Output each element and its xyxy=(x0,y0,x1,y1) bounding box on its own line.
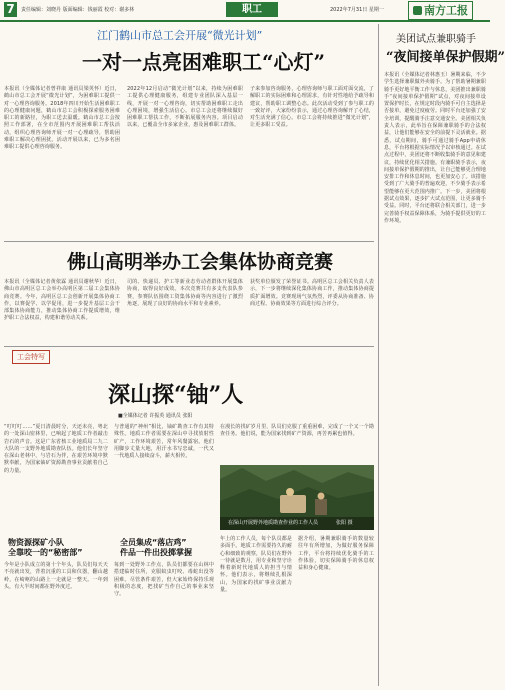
article3-headline: 深山探“铀”人 xyxy=(108,382,244,408)
article3-column-5: 据介绍，暑期兼职骑手的数量较往年有所增加，为做好服务保障工作，平台将持续优化骑手的工作体验，切实保障骑手的休息权益和身心健康。 xyxy=(298,536,374,572)
page-header xyxy=(0,0,490,20)
article1-column-1: 本报讯（全媒体记者曾祥康 通讯员梁英怀）近日，鹤山市总工会开展“微光计划”，为困难职工提供一对一心理咨询服务。2018年四川开始生活困难职工的心理健康问题，鹤山市总工会积极探索服务困难职工的新路径，为职工送去温暖。鹤山市总工会按照工作部署，在全市范围内开展困难职工帮扶活动，组织心理咨询师开展一对一心理疏导，帮助困难职工解决心理困扰。活动开展以来，已为多名困难职工提供心理咨询服务。 xyxy=(4,86,120,151)
article2-column-2: 司的、快递员、护工等新业态劳动者群体开展集体协商，取得良好成效。本次竞赛共有多支代表队参赛，参赛队伍围绕工资集体协商等内容进行了激烈角逐，展现了良好的协商水平和专业素养。 xyxy=(127,279,243,307)
section-rule-1 xyxy=(4,241,374,242)
article3-column-1: “叮叮叮……”夏日清晨时分，天还未亮，粤北的一处深山密林里，已响起了地质工作者敲击岩石的声音。这是广东省核工业地质局二九二大队的一支野外地质勘查队伍。他们长年坚守在深山老林中，与岩石为伴，在艰苦环境中默默奉献，为国家铀矿资源勘查事业贡献着自己的力量。 xyxy=(4,424,108,474)
logo-text: 南方工报 xyxy=(424,4,468,17)
issue-date: 2022年7月31日 星期一 xyxy=(330,7,384,13)
article3-column-2b: 每到一处野外工作点，队员们都要在山林中搭建临时住所，克服蚊虫叮咬、毒蛇出没等困难。尽管条件艰苦，但大家始终保持乐观积极的态度，把找矿当作自己的事业来坚守。 xyxy=(114,562,214,598)
article3-column-1b: 今年是小队成立的第十个年头，队员们每天天不亮就出发，背着沉重的工具和仪器，翻山越岭，在崎岖的山路上一走就是一整天。一年到头，有大半时间都在野外度过。 xyxy=(4,562,108,590)
article1-headline: 一对一点亮困难职工“心灯” xyxy=(82,50,326,74)
editor-credits: 责任编辑：刘晓丹 版面编辑：钱丽霞 校对：谢多林 xyxy=(21,7,135,13)
article3-column-4: 年上的工作人员，每个队员都是多面手。地质工作需要持久的耐心和细致的观察，队员们在野外一待就是数月，用专业和坚守诠释着新时代地质人的担当与情怀。他们表示，将继续扎根深山，为国家的找矿事业贡献力量。 xyxy=(220,536,292,594)
article3-subhead-2: 全员集成“落店鸡” 件品一件出投掷掌握 xyxy=(120,538,192,557)
article3-byline: ■全媒体记者 许振英 通讯员 张阳 xyxy=(118,413,193,419)
section-rule-2 xyxy=(4,346,374,347)
feature-tag: 工会特写 xyxy=(12,350,50,364)
column-divider xyxy=(378,24,379,686)
article3-column-2: 与普通的“神州”相比，铀矿勘查工作有其特殊性。地质工作者需要在深山中寻找放射性矿产，工作环境艰苦，常年风餐露宿。他们用脚步丈量大地，用汗水书写忠诚，一代又一代地质人接续奋斗，薪火相传。 xyxy=(114,424,214,460)
page-number: 7 xyxy=(4,2,17,17)
article3-subhead-1: 物资源探矿小队 全靠咬一的“秘密部” xyxy=(8,538,83,557)
photo-credit: 张阳 摄 xyxy=(336,520,353,526)
article1-column-2: 2022年12月启动“微光计划”以来，持续为困难职工提供心理健康服务，组建专业团队深入基层一线，开展一对一心理咨询，切实帮助困难职工走出心理困境，增强生活信心。市总工会还将继续做好困难职工帮扶工作，不断拓展服务内容。项目启动以来，已覆盖全市多家企业，惠及困难职工群体。 xyxy=(127,86,243,129)
article1-column-3: 子来参加咨询服务，心理咨询师与职工面对面交流，了解职工的实际困难和心理需求，有针对性地给予疏导和建议，帮助职工调整心态。此次活动受到了参与职工的一致好评，大家纷纷表示，通过心理咨询解开了心结，对生活充满了信心。市总工会将持续推进“微光计划”，让更多职工受益。 xyxy=(250,86,374,129)
sidebar-kicker: 美团试点兼职骑手 xyxy=(396,34,476,45)
photo-caption: 在深山开展野外地质勘查作业的工作人员 xyxy=(228,520,319,526)
article1-kicker: 江门鹤山市总工会开展“微光计划” xyxy=(97,29,263,42)
sidebar-headline: “夜间接单保护假期” xyxy=(386,50,505,65)
newspaper-logo xyxy=(408,1,473,20)
section-title: 职工 xyxy=(226,2,278,17)
article2-column-1: 本报讯（全媒体记者黄依霖 通讯员谢秋华）近日，佛山市高明区总工会举办高明区第二届工会集体协商竞赛。今年，高明区总工会创新开展集体协商工作，以赛促学、以学促用，进一步提升基层工会干部集体协商能力，推动集体协商工作提质增效，维护职工合法权益，构建和谐劳动关系。 xyxy=(4,279,120,322)
logo-mark-icon xyxy=(413,6,422,15)
article2-column-3: 获奖单位颁发了荣誉证书。高明区总工会相关负责人表示，下一步将继续深化集体协商工作，推动集体协商提质扩面增效。竞赛现场气氛热烈，评委从协商准备、协商过程、协商效果等方面进行综合评分。 xyxy=(250,279,374,307)
article2-headline: 佛山高明举办工会集体协商竞赛 xyxy=(67,251,334,273)
header-rule xyxy=(0,20,490,22)
article3-column-3: 在漫长的找矿岁月里，队员们克服了重重困难，完成了一个又一个勘查任务。他们说，能为国家找到矿产资源，再苦再累也值得。 xyxy=(220,424,374,438)
sidebar-body: 本报讯（全媒体记者林惠玉）暑期来临，不少学生选择兼职做外卖骑手。为了帮助暑期兼职骑手更好地平衡工作与休息，美团推出兼职骑手“夜间接单保护假期”试点，对夜间接单设置保护时长，在规定时段内骑手可自主选择是否接单，避免过度疲劳。同时平台还加强了安全培训，提醒骑手注意交通安全。美团相关负责人表示，此举旨在保障兼职骑手的合法权益，让他们能够在安全的前提下灵活就业。据悉，试点期间，骑手可通过骑手App申请休息，平台将根据实际情况予以审核通过。在试点过程中，美团还将不断收集骑手的意见和建议，持续优化相关措施。有兼职骑手表示，夜间接单保护假期的推出，让自己能够更合理地安排工作和休息时间，也更加安心了。该措施受到了广大骑手的普遍欢迎，不少骑手表示希望能够在更大范围内推广。下一步，美团将根据试点效果，逐步扩大试点范围，让更多骑手受益。同时，平台还将联合相关部门，进一步完善骑手权益保障体系，为骑手提供更好的工作环境。 xyxy=(384,72,487,224)
